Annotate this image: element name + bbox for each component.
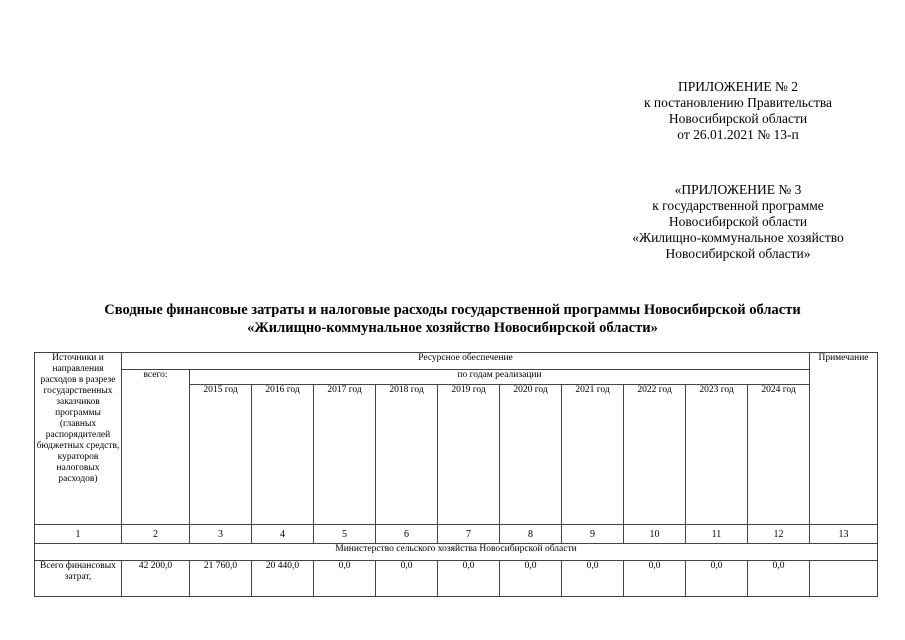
note-cell [810, 561, 878, 597]
by-years-header: по годам реализации [190, 370, 810, 385]
year-header: 2023 год [686, 385, 748, 525]
year-header: 2017 год [314, 385, 376, 525]
financial-costs-table [34, 352, 878, 597]
appendix-3-line: «Жилищно-коммунальное хозяйство [632, 230, 844, 245]
appendix-3-line: Новосибирской области [668, 214, 808, 229]
appendix-2-block [600, 79, 876, 143]
column-number: 3 [190, 525, 252, 544]
value-cell: 21 760,0 [190, 561, 252, 597]
column-number: 1 [35, 525, 122, 544]
row-label: Всего финансовых затрат, [35, 561, 122, 597]
appendix-3-line: «ПРИЛОЖЕНИЕ № 3 [674, 182, 802, 197]
sources-header: Источники и направления расходов в разрезе государственных заказчиков программы (главных распорядителей бюджетных средств, кураторов налоговых расходов) [35, 353, 122, 525]
column-number: 4 [252, 525, 314, 544]
value-cell: 42 200,0 [122, 561, 190, 597]
value-cell: 0,0 [376, 561, 438, 597]
column-number: 7 [438, 525, 500, 544]
year-header: 2022 год [624, 385, 686, 525]
column-number: 11 [686, 525, 748, 544]
year-header: 2019 год [438, 385, 500, 525]
total-header: всего: [122, 370, 190, 525]
resource-header: Ресурсное обеспечение [122, 353, 810, 370]
value-cell: 0,0 [562, 561, 624, 597]
document-title [40, 301, 865, 337]
column-number: 5 [314, 525, 376, 544]
value-cell: 0,0 [500, 561, 562, 597]
appendix-2-line: Новосибирской области [668, 111, 808, 126]
value-cell: 0,0 [624, 561, 686, 597]
appendix-3-line: к государственной программе [652, 198, 824, 213]
year-header: 2024 год [748, 385, 810, 525]
column-number: 12 [748, 525, 810, 544]
appendix-2-line: от 26.01.2021 № 13-п [677, 127, 799, 142]
column-number: 10 [624, 525, 686, 544]
column-number: 8 [500, 525, 562, 544]
column-number: 13 [810, 525, 878, 544]
column-number: 9 [562, 525, 624, 544]
document-title-line-2: «Жилищно-коммунальное хозяйство Новосибирской области» [247, 320, 658, 336]
column-number: 2 [122, 525, 190, 544]
table-row [35, 561, 878, 597]
year-header: 2016 год [252, 385, 314, 525]
year-header: 2015 год [190, 385, 252, 525]
value-cell: 0,0 [314, 561, 376, 597]
value-cell: 20 440,0 [252, 561, 314, 597]
appendix-2-line: к постановлению Правительства [643, 95, 833, 110]
value-cell: 0,0 [438, 561, 500, 597]
document-title-line-1: Сводные финансовые затраты и налоговые расходы государственной программы Новосибирской области [104, 302, 801, 318]
appendix-3-line: Новосибирской области» [665, 246, 811, 261]
value-cell: 0,0 [748, 561, 810, 597]
appendix-3-block [600, 182, 876, 262]
note-header: Примечание [810, 353, 878, 525]
value-cell: 0,0 [686, 561, 748, 597]
department-row: Министерство сельского хозяйства Новосибирской области [35, 544, 878, 561]
column-number: 6 [376, 525, 438, 544]
year-header: 2018 год [376, 385, 438, 525]
year-header: 2020 год [500, 385, 562, 525]
appendix-2-line: ПРИЛОЖЕНИЕ № 2 [677, 79, 799, 94]
year-header: 2021 год [562, 385, 624, 525]
